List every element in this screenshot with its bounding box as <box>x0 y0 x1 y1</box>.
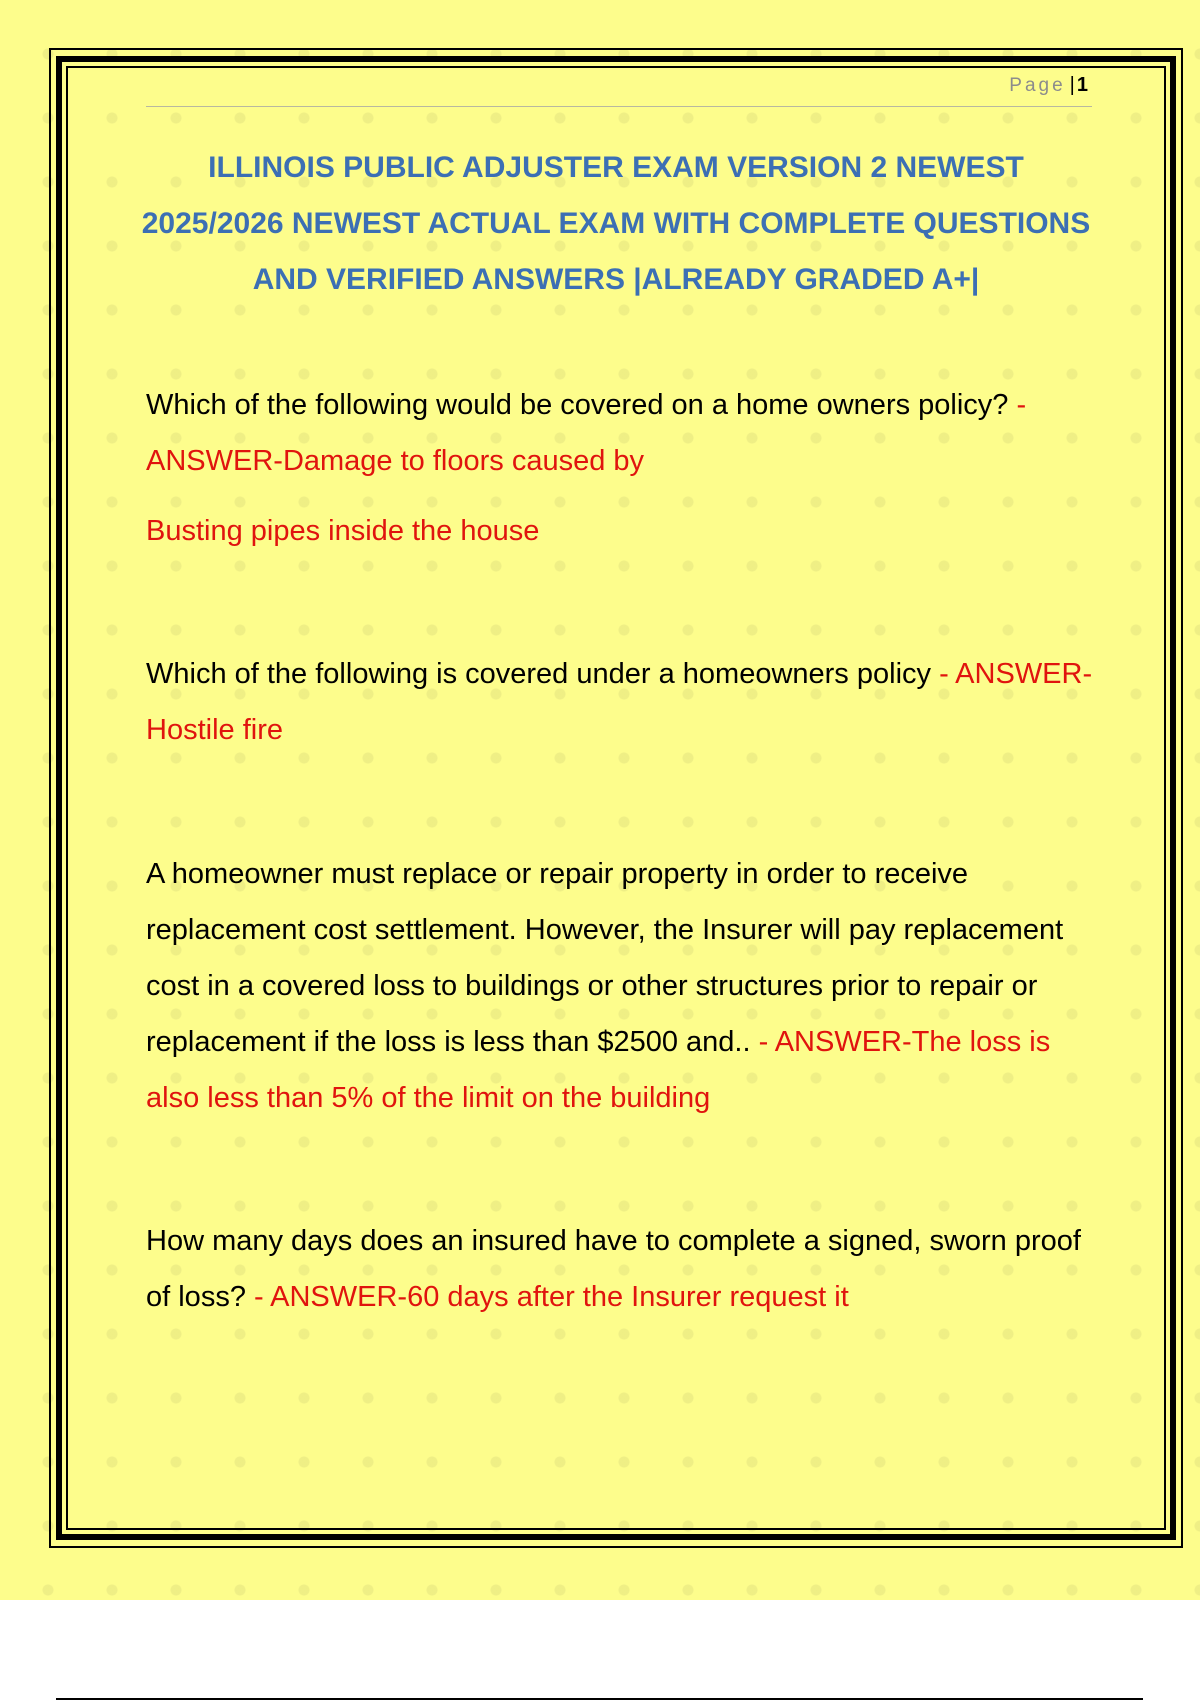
header-divider <box>146 106 1092 107</box>
question-text: Which of the following would be covered on a home owners policy? <box>146 389 1009 421</box>
question-text: Which of the following is covered under a homeowners policy <box>146 658 932 690</box>
qa-item-3 <box>146 846 1096 1126</box>
answer-text: - ANSWER-60 days after the Insurer request it <box>245 1281 849 1313</box>
answer-text: - ANSWER-Hostile fire <box>146 658 1093 746</box>
document-title: ILLINOIS PUBLIC ADJUSTER EXAM VERSION 2 NEWEST 2025/2026 NEWEST ACTUAL EXAM WITH COMPLETE QUESTIONS AND VERIFIED ANSWERS |ALREADY GRADED A+| <box>141 151 1091 296</box>
page-separator: | <box>1069 74 1075 96</box>
qa-item-1 <box>146 377 1096 559</box>
question-text: A homeowner must replace or repair property in order to receive replacement cost settlement. However, the Insurer will pay replacement cost in a covered loss to buildings or other structures prior to repair or replacement if the loss is less than $2500 and.. <box>146 858 1064 1058</box>
page-number: 1 <box>1076 74 1088 96</box>
page-number-header <box>1009 74 1088 97</box>
answer-text: - ANSWER-Damage to floors caused by <box>146 389 1027 477</box>
answer-continuation: Busting pipes inside the house <box>146 515 540 547</box>
page-word: Page <box>1009 75 1066 96</box>
qa-item-2 <box>146 646 1096 758</box>
question-text: How many days does an insured have to complete a signed, sworn proof of loss? <box>146 1225 1081 1313</box>
qa-item-4 <box>146 1213 1096 1325</box>
answer-text: - ANSWER-The loss is also less than 5% of the limit on the building <box>146 1026 1051 1114</box>
